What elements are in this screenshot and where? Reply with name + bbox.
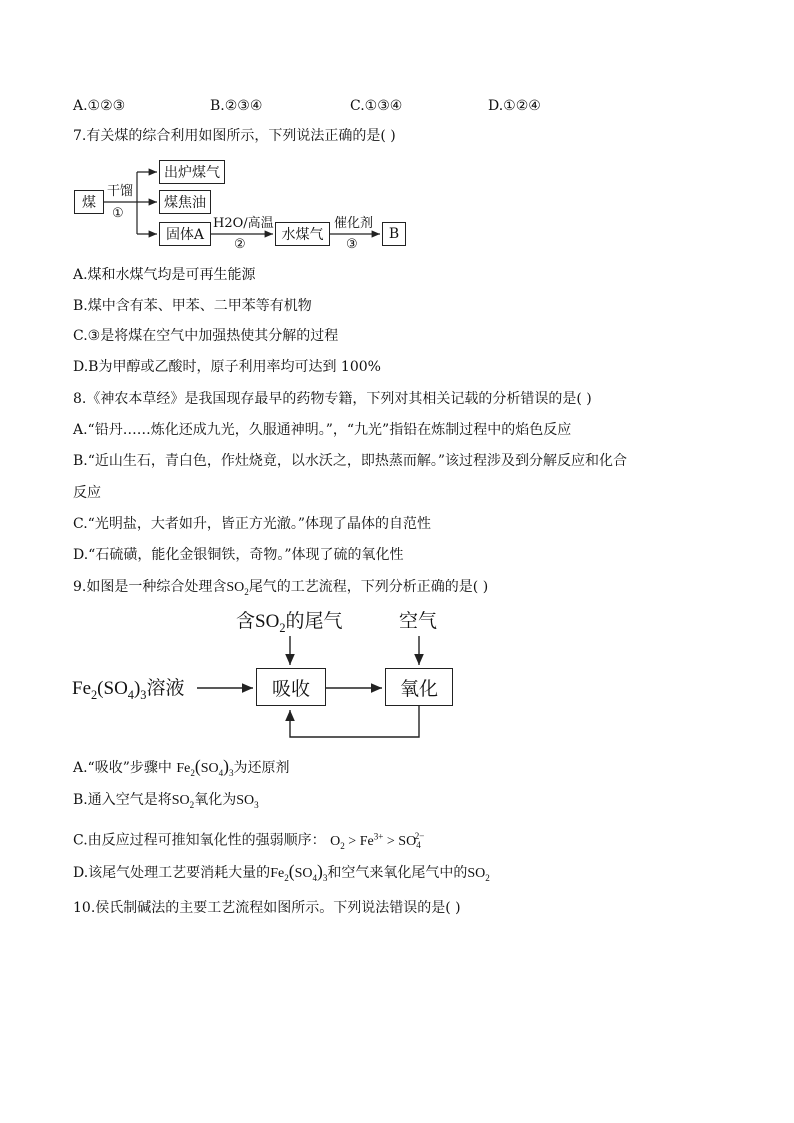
q8-option-b-cont: 反应 xyxy=(73,485,101,501)
q9-option-b: B.通入空气是将$SO_2$氧化为$SO_3$ xyxy=(73,792,259,810)
b-box: B xyxy=(382,222,406,246)
h2o-high-temp-label: H2O/高温 xyxy=(213,216,274,231)
step2-label: ② xyxy=(234,237,246,252)
catalyst-label: 催化剂 xyxy=(334,216,374,231)
q7-option-c: C.③是将煤在空气中加强热使其分解的过程 xyxy=(73,328,339,344)
q7-option-d: D.B为甲醇或乙酸时，原子利用率均可达到 100% xyxy=(73,359,381,375)
q7-option-b: B.煤中含有苯、甲苯、二甲苯等有机物 xyxy=(73,298,312,314)
q9-option-d: D.该尾气处理工艺要消耗大量的$Fe_2(SO_4)_3$和空气来氧化尾气中的$SO_2$ xyxy=(73,861,490,883)
q9-option-a: A.“吸收”步骤中 $Fe_2(SO_4)_3$为还原剂 xyxy=(73,756,290,778)
q8-option-b: B.“近山生石，青白色，作灶烧竟，以水沃之，即热蒸而解。”该过程涉及到分解反应和化合 xyxy=(73,453,628,469)
q10-stem: 10.侯氏制碱法的主要工艺流程如图所示。下列说法错误的是( ) xyxy=(73,900,461,916)
fe2so43-solution-label: $Fe_2(SO_4)_3$溶液 xyxy=(72,677,185,702)
tar-box: 煤焦油 xyxy=(159,190,211,214)
step3-label: ③ xyxy=(346,237,358,252)
oxidize-box: 氧化 xyxy=(385,668,453,706)
step1-label: ① xyxy=(112,206,124,221)
solid-a-box: 固体A xyxy=(159,222,211,246)
q8-option-d: D.“石硫磺，能化金银铜铁，奇物。”体现了硫的氧化性 xyxy=(73,547,404,563)
so2-tail-gas-label: 含$SO_2$的尾气 xyxy=(236,610,343,635)
gas-box: 出炉煤气 xyxy=(159,160,225,184)
q6-option-a: A.①②③ xyxy=(73,98,126,114)
q9-option-c: C.由反应过程可推知氧化性的强弱顺序： $O_2 > Fe^{3+} > SO_4^{2-}$ xyxy=(73,831,425,851)
q6-option-d: D.①②④ xyxy=(488,98,541,114)
absorb-box: 吸收 xyxy=(256,668,326,706)
q6-option-c: C.①③④ xyxy=(350,98,403,114)
water-gas-box: 水煤气 xyxy=(275,222,330,246)
q8-stem: 8.《神农本草经》是我国现存最早的药物专籍，下列对其相关记载的分析错误的是( ) xyxy=(73,391,592,407)
q8-option-a: A.“铅丹……炼化还成九光，久服通神明。”，“九光”指铅在炼制过程中的焰色反应 xyxy=(73,422,572,438)
coal-box: 煤 xyxy=(74,190,104,214)
air-label: 空气 xyxy=(399,610,438,632)
q7-option-a: A.煤和水煤气均是可再生能源 xyxy=(73,267,256,283)
dry-distill-label: 干馏 xyxy=(107,184,134,199)
q8-option-c: C.“光明盐，大者如升，皆正方光澈。”体现了晶体的自范性 xyxy=(73,516,431,532)
q6-option-b: B.②③④ xyxy=(210,98,263,114)
q9-stem: 9.如图是一种综合处理含$SO_2$尾气的工艺流程，下列分析正确的是( ) xyxy=(73,579,489,597)
q7-stem: 7.有关煤的综合利用如图所示，下列说法正确的是( ) xyxy=(73,128,396,144)
